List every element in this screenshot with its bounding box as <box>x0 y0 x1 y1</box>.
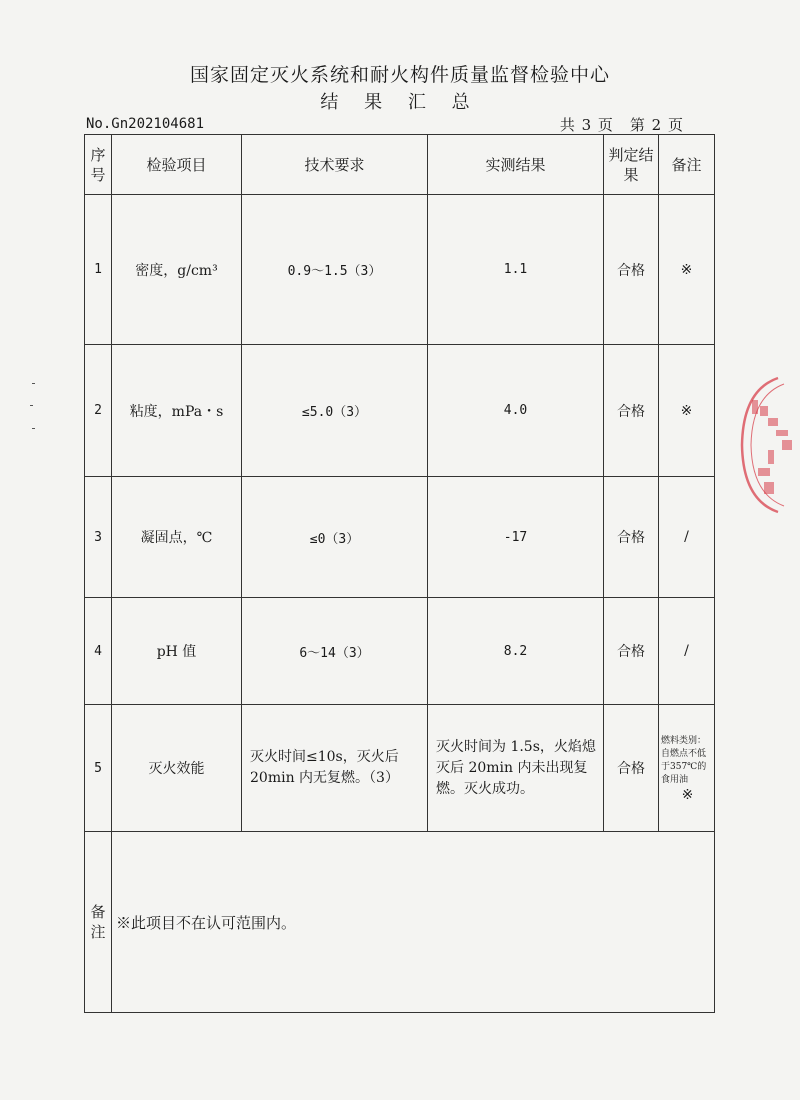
row-seq: 4 <box>85 598 112 705</box>
row-seq: 1 <box>85 195 112 345</box>
document-title: 国家固定灭火系统和耐火构件质量监督检验中心 <box>189 64 610 86</box>
row-result: 1.1 <box>428 195 604 345</box>
row-judgment: 合格 <box>604 195 659 345</box>
page-info: 共 3 页 第 2 页 <box>559 116 684 134</box>
row-judgment: 合格 <box>604 345 659 477</box>
table-row <box>85 195 715 345</box>
scan-speck <box>32 428 35 429</box>
row-remark-cell <box>659 705 715 832</box>
row-requirement: ≤5.0（3） <box>242 345 428 477</box>
row-judgment: 合格 <box>604 598 659 705</box>
row-requirement: 6～14（3） <box>242 598 428 705</box>
row-item: 灭火效能 <box>112 705 242 832</box>
row-item: 凝固点，℃ <box>112 477 242 598</box>
scan-speck <box>32 383 35 384</box>
scan-speck <box>30 405 33 406</box>
row-requirement: 灭火时间≤10s，灭火后20min 内无复燃。（3） <box>242 705 428 832</box>
row-result: 灭火时间为 1.5s，火焰熄灭后 20min 内未出现复燃。灭火成功。 <box>428 705 604 832</box>
row-remark: ※ <box>659 345 715 477</box>
footer-label: 备注 <box>85 832 112 1013</box>
header-result: 实测结果 <box>428 135 604 195</box>
row-result: 8.2 <box>428 598 604 705</box>
row-requirement: ≤0（3） <box>242 477 428 598</box>
official-seal <box>738 370 800 520</box>
row-requirement: 0.9～1.5（3） <box>242 195 428 345</box>
row-remark: / <box>659 477 715 598</box>
table-row <box>85 345 715 477</box>
row-judgment: 合格 <box>604 705 659 832</box>
row-judgment: 合格 <box>604 477 659 598</box>
document-subtitle: 结 果 汇 总 <box>320 92 480 113</box>
row-seq: 2 <box>85 345 112 477</box>
row-seq: 3 <box>85 477 112 598</box>
row-remark: ※ <box>659 195 715 345</box>
row-item: 粘度，mPa・s <box>112 345 242 477</box>
report-number: No.Gn202104681 <box>86 116 205 132</box>
row-result: -17 <box>428 477 604 598</box>
header-remark: 备注 <box>659 135 715 195</box>
table-row <box>85 598 715 705</box>
header-item: 检验项目 <box>112 135 242 195</box>
header-judgment: 判定结果 <box>604 135 659 195</box>
header-requirement: 技术要求 <box>242 135 428 195</box>
row-item: 密度，g/cm³ <box>112 195 242 345</box>
table-footer-row <box>85 832 715 1013</box>
table-row <box>85 477 715 598</box>
row-remark: / <box>659 598 715 705</box>
row-seq: 5 <box>85 705 112 832</box>
results-table <box>84 134 715 1013</box>
table-header-row <box>85 135 715 195</box>
table-row <box>85 705 715 832</box>
row-item: pH 值 <box>112 598 242 705</box>
header-seq: 序号 <box>85 135 112 195</box>
row-remark-detail: 燃料类别：自燃点不低于357℃的食用油 <box>661 735 707 785</box>
footer-note: ※此项目不在认可范围内。 <box>112 832 715 1013</box>
row-remark: ※ <box>681 786 694 803</box>
row-result: 4.0 <box>428 345 604 477</box>
